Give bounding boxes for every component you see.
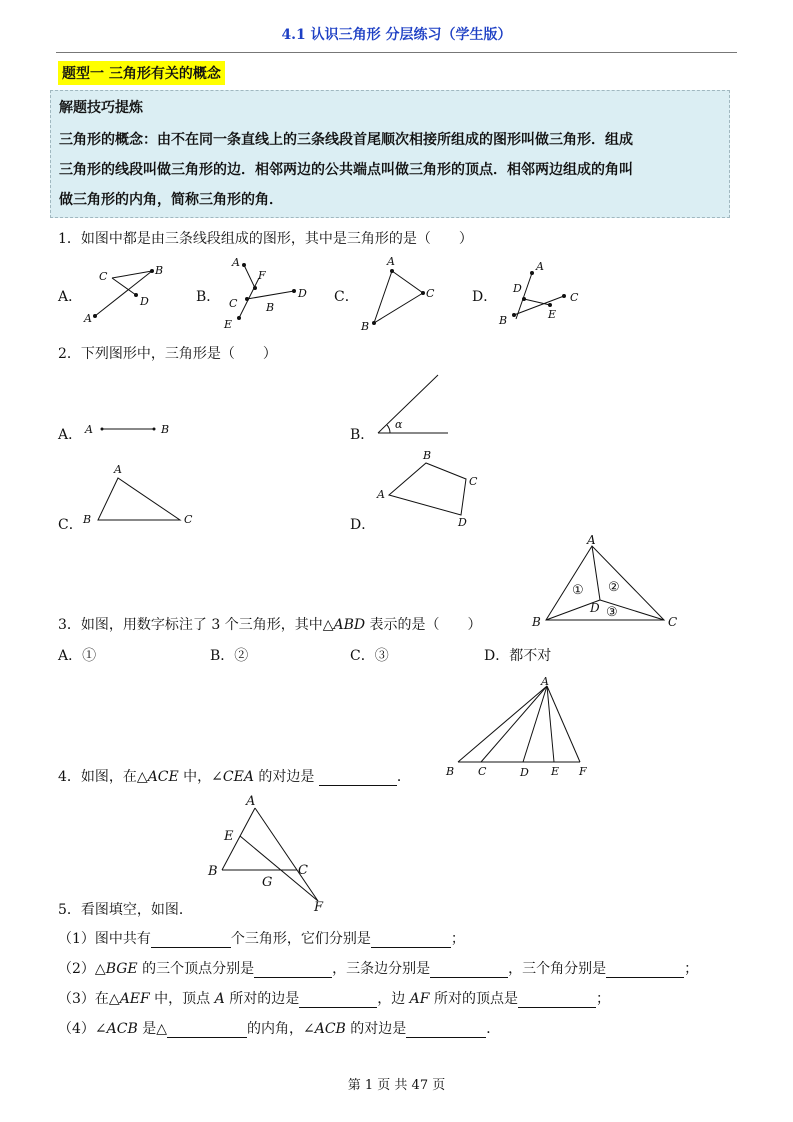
q5-p4-e: ． <box>486 1021 501 1037</box>
q4-label-a: A <box>541 675 549 688</box>
q5-part-1 <box>58 928 465 948</box>
q2d-label-d: D <box>458 516 467 529</box>
tip-line-3: 做三角形的内角，简称三角形的角． <box>59 192 283 208</box>
q4-label-e: E <box>551 765 560 778</box>
q1a-label-a: A <box>84 312 92 325</box>
q1b-label-e: E <box>224 318 233 331</box>
q5-p2-blank-angles[interactable] <box>606 961 684 978</box>
q3-option-c: C．③ <box>350 648 389 664</box>
q2d-label-b: B <box>423 449 432 462</box>
q2d-label-c: C <box>469 475 478 488</box>
q5-p2-e: ； <box>684 961 699 977</box>
q5-label-g: G <box>262 875 273 890</box>
q3-stem-pre: 3．如图，用数字标注了 3 个三角形，其中△ <box>58 617 334 633</box>
q1a-label-d: D <box>140 295 149 308</box>
q1-figure-d <box>494 256 594 332</box>
q5-label-a: A <box>246 794 256 809</box>
q5-p1-c: ； <box>450 931 465 947</box>
q5-p3-a: （3）在△ <box>58 991 120 1007</box>
q1d-label-b: B <box>499 314 508 327</box>
q4-post: 的对边是 <box>253 769 315 785</box>
q4-var1: ACE <box>147 769 179 785</box>
q4-var2: CEA <box>222 769 254 785</box>
q3-label-a: A <box>587 533 596 547</box>
q5-p4-blank-opposite[interactable] <box>406 1021 486 1038</box>
q3-label-c: C <box>668 615 678 629</box>
q2c-label-a: A <box>114 463 122 476</box>
q3-label-d: D <box>590 601 600 615</box>
q3-stem <box>58 614 482 634</box>
q5-label-b: B <box>208 864 218 879</box>
q2d-label-a: A <box>377 488 385 501</box>
q5-p3-e: 所对的顶点是 <box>429 991 518 1007</box>
q5-p2-c: ，三条边分别是 <box>332 961 431 977</box>
q1-figure-b <box>218 252 318 332</box>
q4-label-b: B <box>446 765 455 778</box>
tip-heading: 解题技巧提炼 <box>59 100 143 116</box>
q1d-label-c: C <box>570 291 579 304</box>
q1d-label-e: E <box>548 308 557 321</box>
q2-option-d: D． <box>350 517 376 533</box>
q3-stem-post: 表示的是（ ） <box>365 617 482 633</box>
q5-p1-blank-count[interactable] <box>151 931 231 948</box>
q5-p2-blank-vertices[interactable] <box>254 961 332 978</box>
q4-stem <box>58 766 411 786</box>
q2c-label-b: B <box>83 513 92 526</box>
q4-pre: 4．如图，在△ <box>58 769 148 785</box>
q4-label-c: C <box>478 765 487 778</box>
q3-figure <box>528 532 688 630</box>
q3-label-b: B <box>532 615 541 629</box>
q5-p2-a: （2）△ <box>58 961 106 977</box>
q5-p2-b: 的三个顶点分别是 <box>137 961 255 977</box>
q5-p1-blank-list[interactable] <box>371 931 451 948</box>
q5-p4-blank-triangle[interactable] <box>167 1021 247 1038</box>
q1b-label-c: C <box>229 297 238 310</box>
q5-part-2 <box>58 958 698 978</box>
q5-p3-c: 所对的边是 <box>224 991 300 1007</box>
q1c-label-a: A <box>387 255 395 268</box>
q2-stem: 2．下列图形中，三角形是（ ） <box>58 346 277 362</box>
q5-label-f: F <box>314 900 324 914</box>
q3-region-3: ③ <box>606 605 618 620</box>
q1a-label-b: B <box>155 264 164 277</box>
q2a-label-b: B <box>161 423 170 436</box>
q5-p3-d: ，边 <box>377 991 410 1007</box>
q5-p1-b: 个三角形，它们分别是 <box>230 931 371 947</box>
q5-part-3 <box>58 988 610 1008</box>
q5-p4-var2: ACB <box>314 1021 346 1037</box>
section-heading: 题型一 三角形有关的概念 <box>58 61 225 85</box>
q1c-label-c: C <box>426 287 435 300</box>
q4-answer-blank[interactable] <box>319 769 397 786</box>
q4-label-f: F <box>579 765 587 778</box>
q3-region-1: ① <box>572 583 584 598</box>
q4-mid: 中，∠ <box>178 769 223 785</box>
q1-stem: 1．如图中都是由三条线段组成的图形，其中是三角形的是（ ） <box>58 231 473 247</box>
q5-stem: 5．看图填空，如图． <box>58 902 193 918</box>
q1b-label-d: D <box>298 287 307 300</box>
header-divider <box>56 52 737 53</box>
q5-p3-blank-side[interactable] <box>299 991 377 1008</box>
q5-part-4 <box>58 1018 500 1038</box>
q5-p2-d: ，三个角分别是 <box>508 961 607 977</box>
page-footer: 第 1 页 共 47 页 <box>347 1078 446 1093</box>
q1a-label-c: C <box>99 270 108 283</box>
q2b-label-alpha: α <box>395 418 403 431</box>
q1-option-b: B． <box>196 289 221 305</box>
q1-option-a: A． <box>58 289 83 305</box>
q2c-label-c: C <box>184 513 193 526</box>
q3-option-b: B．② <box>210 648 249 664</box>
q5-p3-var2: A <box>214 991 225 1007</box>
q5-p1-a: （1）图中共有 <box>58 931 151 947</box>
q1d-label-d: D <box>513 282 522 295</box>
q2-option-c: C． <box>58 517 83 533</box>
tip-line-2: 三角形的线段叫做三角形的边．相邻两边的公共端点叫做三角形的顶点．相邻两边组成的角叫 <box>59 162 633 178</box>
q4-end: ． <box>396 769 411 785</box>
q1-figure-c <box>356 252 446 332</box>
q1-option-d: D． <box>472 289 498 305</box>
q5-p4-c: 的内角，∠ <box>246 1021 315 1037</box>
q2-figure-d <box>374 448 484 530</box>
q3-option-d: D．都不对 <box>484 648 552 664</box>
page-title: 4.1 认识三角形 分层练习（学生版） <box>281 27 512 43</box>
q2-figure-a <box>80 418 180 440</box>
q3-stem-var: ABD <box>333 617 366 633</box>
q3-region-2: ② <box>608 580 620 595</box>
q1b-label-f: F <box>258 269 266 282</box>
q1b-label-b: B <box>266 301 275 314</box>
q5-label-c: C <box>298 863 308 878</box>
q5-p4-var1: ACB <box>106 1021 138 1037</box>
q5-p3-f: ； <box>595 991 610 1007</box>
q3-option-a: A．① <box>58 648 97 664</box>
q2-option-a: A． <box>58 427 83 443</box>
q1-figure-a <box>80 258 170 326</box>
q4-label-d: D <box>520 766 529 779</box>
q1c-label-b: B <box>361 320 370 332</box>
q5-p3-var3: AF <box>409 991 430 1007</box>
q5-p3-blank-vertex[interactable] <box>518 991 596 1008</box>
q2-option-b: B． <box>350 427 375 443</box>
q1-option-c: C． <box>334 289 359 305</box>
tip-line-1: 三角形的概念：由不在同一条直线上的三条线段首尾顺次相接所组成的图形叫做三角形．组成 <box>59 132 633 148</box>
q4-figure <box>440 672 600 782</box>
q5-figure <box>200 790 340 914</box>
q5-p4-b: 是△ <box>137 1021 167 1037</box>
q5-p4-a: （4）∠ <box>58 1021 107 1037</box>
q5-p3-var1: AEF <box>119 991 150 1007</box>
q5-label-e: E <box>224 829 234 844</box>
q5-p3-b: 中，顶点 <box>149 991 215 1007</box>
q5-p2-var: BGE <box>105 961 138 977</box>
q1b-label-a: A <box>232 256 240 269</box>
q2-figure-c <box>80 460 200 532</box>
q1d-label-a: A <box>536 260 544 273</box>
q5-p4-d: 的对边是 <box>345 1021 407 1037</box>
tip-box <box>50 90 730 218</box>
q2-figure-b <box>370 370 460 440</box>
q5-p2-blank-sides[interactable] <box>430 961 508 978</box>
q2a-label-a: A <box>85 423 93 436</box>
